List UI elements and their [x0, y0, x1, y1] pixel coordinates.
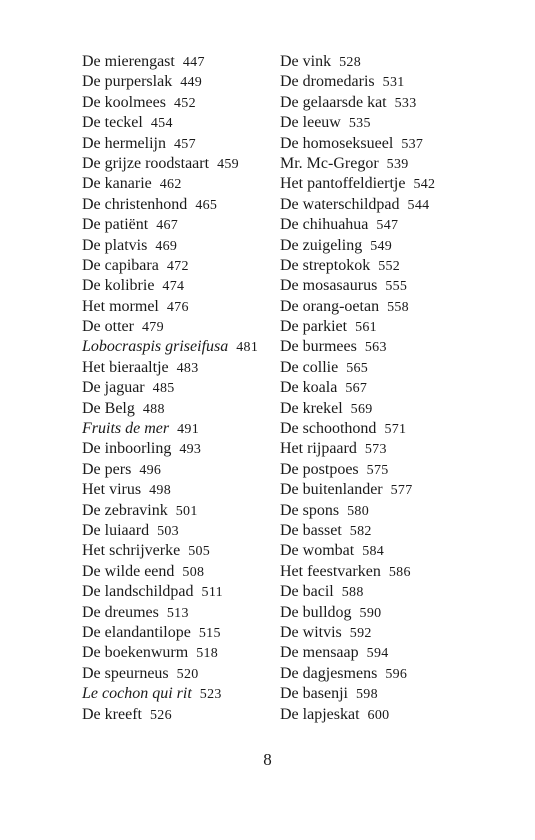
toc-entry-page: 513: [166, 605, 189, 621]
toc-entry-title: De kanarie: [82, 175, 152, 193]
toc-entry: [82, 603, 272, 623]
toc-entry-page: 577: [390, 483, 413, 499]
toc-entry-title: De grijze roodstaart: [82, 154, 210, 172]
toc-entry-page: 523: [199, 687, 222, 703]
toc-entry-title: Le cochon qui rit: [82, 685, 192, 703]
toc-entry-page: 590: [359, 605, 382, 621]
toc-entry-page: 457: [173, 136, 196, 152]
toc-entry-title: De wombat: [280, 542, 355, 560]
toc-entry: [82, 521, 272, 541]
toc-entry-title: De chihuahua: [280, 216, 369, 234]
toc-entry-page: 539: [386, 156, 409, 172]
toc-entry: [82, 256, 272, 276]
toc-entry-title: De spons: [280, 501, 340, 519]
toc-entry: [280, 358, 490, 378]
toc-entry: [280, 378, 490, 398]
toc-entry-title: De basset: [280, 521, 342, 539]
toc-entry-title: De zebravink: [82, 501, 168, 519]
toc-entry: [82, 439, 272, 459]
toc-entry: [82, 154, 272, 174]
toc-entry: [82, 134, 272, 154]
toc-entry-page: 533: [394, 95, 417, 111]
toc-entry: [82, 582, 272, 602]
toc-entry-page: 580: [347, 503, 370, 519]
toc-entry-page: 544: [407, 197, 430, 213]
toc-entry-title: De hermelijn: [82, 134, 166, 152]
toc-entry-title: De parkiet: [280, 318, 348, 336]
toc-entry-page: 503: [157, 523, 179, 539]
toc-right-column: [280, 52, 490, 725]
toc-entry: [82, 113, 272, 133]
toc-entry: [280, 603, 490, 623]
toc-entry-page: 526: [149, 707, 172, 723]
toc-entry-page: 459: [217, 156, 239, 172]
toc-entry: [280, 562, 490, 582]
toc-entry-title: Lobocraspis griseifusa: [82, 338, 229, 356]
toc-entry-page: 511: [201, 585, 223, 601]
toc-entry-title: De purperslak: [82, 73, 173, 91]
toc-entry-title: De collie: [280, 358, 339, 376]
toc-entry-title: Mr. Mc-Gregor: [280, 154, 379, 172]
toc-entry: [82, 643, 272, 663]
toc-entry: [280, 439, 490, 459]
toc-entry: [82, 623, 272, 643]
toc-entry-page: 518: [196, 646, 219, 662]
toc-entry-title: De koolmees: [82, 93, 166, 111]
toc-entry-title: De gelaarsde kat: [280, 93, 387, 111]
toc-entry-title: De jaguar: [82, 379, 145, 397]
toc-entry: [280, 664, 490, 684]
toc-entry-title: De postpoes: [280, 460, 359, 478]
toc-entry-title: De basenji: [280, 685, 348, 703]
toc-entry: [82, 52, 272, 72]
toc-entry-title: De mierengast: [82, 53, 175, 70]
toc-entry-page: 584: [362, 544, 385, 560]
toc-entry: [82, 378, 272, 398]
toc-entry-title: Het virus: [82, 481, 142, 499]
toc-entry-title: De witvis: [280, 623, 342, 641]
toc-entry: [82, 541, 272, 561]
toc-entry-page: 537: [401, 136, 424, 152]
toc-entry: [280, 134, 490, 154]
toc-entry-title: De streptokok: [280, 256, 371, 274]
toc-entry-title: De homoseksueel: [280, 134, 394, 152]
toc-entry: [280, 419, 490, 439]
toc-entry: [82, 337, 272, 357]
toc-entry-title: Het feestvarken: [280, 562, 381, 580]
toc-entry-page: 561: [355, 320, 377, 336]
toc-entry: [280, 460, 490, 480]
toc-entry-title: De landschildpad: [82, 583, 194, 601]
toc-entry: [82, 562, 272, 582]
toc-entry: [280, 174, 490, 194]
toc-entry: [280, 93, 490, 113]
toc-entry-page: 508: [182, 564, 205, 580]
toc-entry-page: 558: [387, 299, 409, 315]
toc-entry-title: Het mormel: [82, 297, 159, 315]
toc-entry: [280, 643, 490, 663]
toc-entry-page: 496: [139, 462, 162, 478]
toc-entry-title: Het pantoffeldiertje: [280, 175, 406, 193]
toc-entry-title: De koala: [280, 379, 338, 397]
toc-entry: [82, 480, 272, 500]
toc-entry: [82, 72, 272, 92]
toc-entry-title: De christenhond: [82, 195, 188, 213]
toc-entry-page: 598: [355, 687, 378, 703]
toc-entry-title: De bulldog: [280, 603, 352, 621]
toc-entry-page: 481: [236, 340, 259, 356]
toc-entry: [82, 174, 272, 194]
toc-entry: [280, 705, 490, 725]
toc-entry-title: De lapjeskat: [280, 705, 360, 723]
toc-entry-title: De platvis: [82, 236, 148, 254]
toc-entry-title: De pers: [82, 460, 132, 478]
toc-entry-page: 600: [367, 707, 390, 723]
toc-entry: [280, 215, 490, 235]
toc-entry-title: De otter: [82, 318, 134, 336]
toc-entry-page: 491: [177, 422, 200, 438]
toc-entry: [280, 317, 490, 337]
toc-entry: [82, 684, 272, 704]
toc-entry-page: 565: [346, 360, 369, 376]
toc-entry-page: 531: [382, 75, 405, 91]
toc-entry: [280, 337, 490, 357]
toc-entry-title: De orang-oetan: [280, 297, 380, 315]
toc-entry-title: De dromedaris: [280, 73, 375, 91]
toc-entry-page: 515: [198, 625, 221, 641]
toc-entry-title: De dreumes: [82, 603, 159, 621]
toc-entry-title: De kreeft: [82, 705, 142, 723]
toc-entry-page: 575: [366, 462, 389, 478]
toc-entry: [280, 256, 490, 276]
toc-entry: [82, 358, 272, 378]
toc-entry-title: Fruits de mer: [82, 420, 170, 438]
toc-entry: [82, 460, 272, 480]
toc-entry-page: 549: [370, 238, 393, 254]
toc-entry-title: De mosasaurus: [280, 277, 378, 295]
toc-entry-page: 563: [364, 340, 387, 356]
toc-entry-title: De leeuw: [280, 114, 341, 132]
toc-entry-page: 547: [376, 218, 399, 234]
toc-entry-title: De capibara: [82, 256, 159, 274]
toc-entry-page: 462: [159, 177, 182, 193]
toc-entry: [82, 236, 272, 256]
toc-entry-title: De vink: [280, 53, 332, 70]
toc-entry-title: De boekenwurm: [82, 644, 189, 662]
page-number: 8: [263, 750, 272, 769]
toc-entry-page: 474: [162, 279, 185, 295]
toc-entry-title: De buitenlander: [280, 481, 383, 499]
toc-entry-page: 535: [348, 116, 371, 132]
toc-entry-page: 552: [378, 258, 401, 274]
toc-entry-title: De burmees: [280, 338, 357, 356]
toc-entry-page: 479: [141, 320, 164, 336]
toc-entry: [280, 501, 490, 521]
toc-entry: [82, 215, 272, 235]
toc-entry-page: 488: [142, 401, 165, 417]
toc-entry: [82, 93, 272, 113]
toc-entry-page: 449: [180, 75, 203, 91]
toc-entry-page: 582: [349, 523, 372, 539]
toc-entry-title: Het schrijverke: [82, 542, 181, 560]
toc-entry-title: De teckel: [82, 114, 143, 132]
toc-entry: [280, 154, 490, 174]
toc-entry-title: De inboorling: [82, 440, 172, 458]
toc-entry: [82, 297, 272, 317]
toc-entry-page: 505: [188, 544, 211, 560]
toc-entry-title: De Belg: [82, 399, 135, 417]
toc-entry-page: 452: [173, 95, 196, 111]
toc-entry: [82, 501, 272, 521]
toc-entry-title: Het bieraaltje: [82, 358, 169, 376]
toc-entry: [280, 399, 490, 419]
toc-entry-page: 542: [413, 177, 436, 193]
toc-entry: [82, 419, 272, 439]
toc-entry-page: 571: [384, 422, 407, 438]
toc-entry-title: De schoothond: [280, 420, 377, 438]
toc-entry-page: 483: [176, 360, 199, 376]
toc-entry: [82, 276, 272, 296]
toc-entry-title: De waterschildpad: [280, 195, 400, 213]
toc-entry-page: 569: [350, 401, 373, 417]
toc-entry-page: 469: [155, 238, 178, 254]
toc-entry-title: De elandantilope: [82, 623, 191, 641]
toc-entry: [280, 582, 490, 602]
toc-entry-page: 465: [195, 197, 218, 213]
toc-entry: [280, 297, 490, 317]
toc-entry-page: 594: [366, 646, 389, 662]
toc-entry: [82, 317, 272, 337]
toc-entry-page: 588: [341, 585, 364, 601]
toc-entry-page: 447: [182, 55, 205, 70]
toc-left-column: [82, 52, 272, 725]
toc-entry-title: De patiënt: [82, 216, 149, 234]
toc-entry-title: De krekel: [280, 399, 343, 417]
toc-entry-title: Het rijpaard: [280, 440, 357, 458]
toc-entry-page: 520: [176, 666, 199, 682]
toc-entry-page: 586: [388, 564, 411, 580]
toc-entry-page: 528: [339, 55, 362, 70]
toc-entry: [280, 113, 490, 133]
toc-entry: [280, 541, 490, 561]
toc-entry: [82, 195, 272, 215]
toc-entry: [82, 399, 272, 419]
toc-entry-title: De bacil: [280, 583, 334, 601]
toc-entry: [280, 195, 490, 215]
toc-entry-page: 501: [175, 503, 198, 519]
toc-entry: [280, 276, 490, 296]
toc-entry: [280, 72, 490, 92]
toc-entry-page: 498: [149, 483, 172, 499]
toc-entry-page: 567: [345, 381, 368, 397]
toc-entry-page: 555: [385, 279, 408, 295]
toc-entry: [82, 664, 272, 684]
toc-entry-title: De dagjesmens: [280, 664, 378, 682]
toc-entry-page: 467: [156, 218, 179, 234]
toc-entry-page: 493: [179, 442, 202, 458]
toc-entry-title: De wilde eend: [82, 562, 175, 580]
toc-entry: [280, 684, 490, 704]
toc-entry: [280, 52, 490, 72]
toc-entry: [82, 705, 272, 725]
toc-entry-page: 472: [166, 258, 189, 274]
toc-entry: [280, 236, 490, 256]
toc-entry: [280, 623, 490, 643]
toc-entry-title: De luiaard: [82, 521, 150, 539]
toc-entry-page: 573: [364, 442, 387, 458]
toc-entry-page: 485: [152, 381, 175, 397]
toc-entry-title: De kolibrie: [82, 277, 155, 295]
toc-entry-page: 454: [150, 116, 173, 132]
toc-entry-title: De zuigeling: [280, 236, 363, 254]
toc-entry: [280, 480, 490, 500]
toc-entry-page: 592: [349, 625, 372, 641]
toc-entry-title: De mensaap: [280, 644, 359, 662]
toc-entry-title: De speurneus: [82, 664, 169, 682]
toc-entry: [280, 521, 490, 541]
toc-entry-page: 596: [385, 666, 408, 682]
toc-entry-page: 476: [166, 299, 189, 315]
